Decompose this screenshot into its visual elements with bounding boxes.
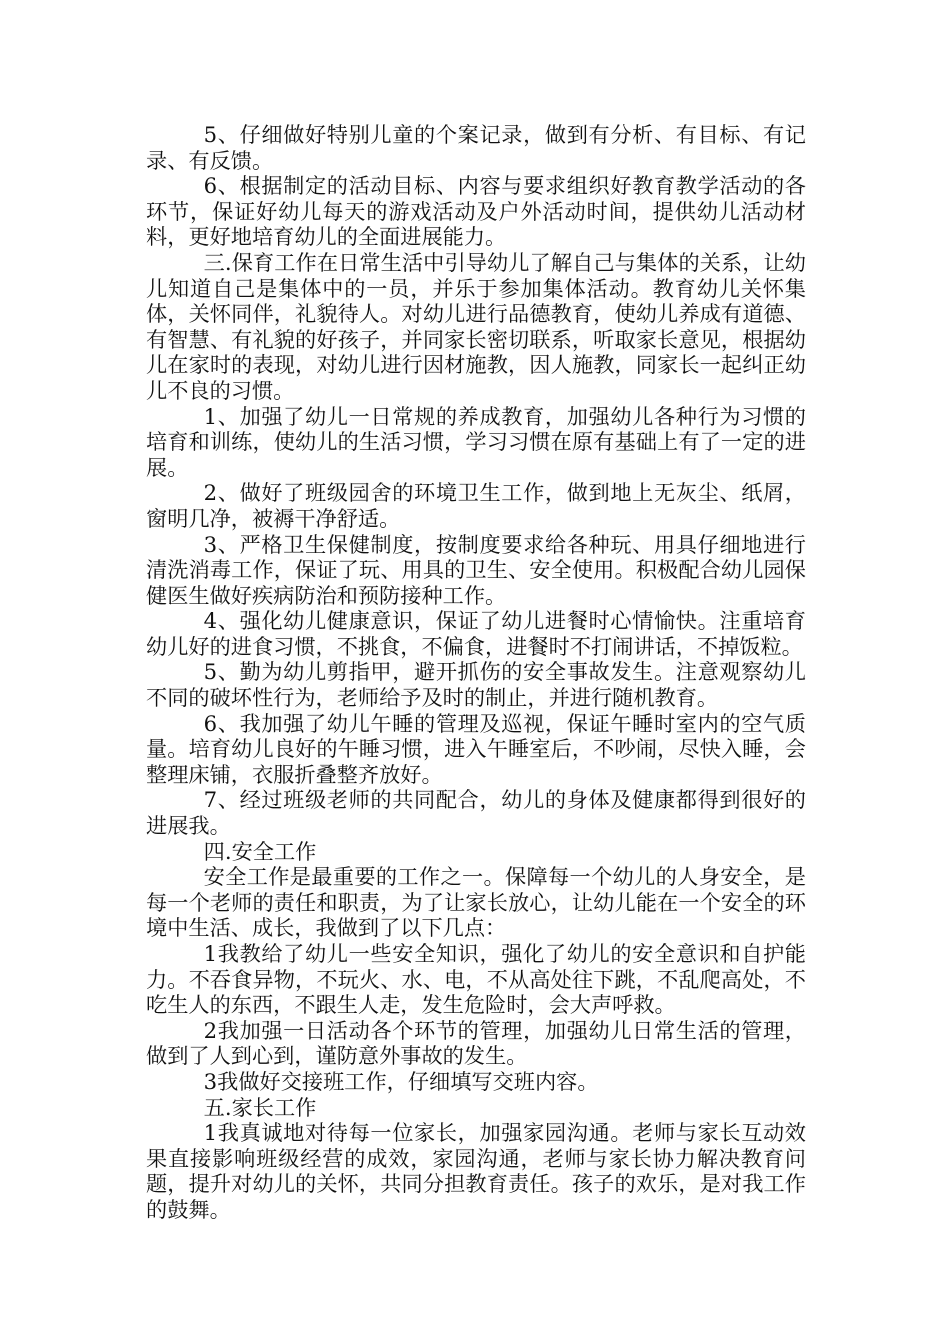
paragraph-hygiene: 2、做好了班级园舍的环境卫生工作，做到地上无灰尘、纸屑，窗明几净，被褥干净舒适。 [146, 480, 806, 531]
paragraph-individual-records: 5、仔细做好特别儿童的个案记录，做到有分析、有目标、有记录、有反馈。 [146, 122, 806, 173]
paragraph-daily-management: 2我加强一日活动各个环节的管理，加强幼儿日常生活的管理，做到了人到心到，谨防意外事故的发生。 [146, 1017, 806, 1069]
paragraph-cooperation: 7、经过班级老师的共同配合，幼儿的身体及健康都得到很好的进展我。 [146, 787, 806, 839]
paragraph-routine-habits: 1、加强了幼儿一日常规的养成教育，加强幼儿各种行为习惯的培育和训练，使幼儿的生活习惯，学习习惯在原有基础上有了一定的进展。 [146, 403, 806, 480]
paragraph-safety-knowledge: 1我教给了幼儿一些安全知识，强化了幼儿的安全意识和自护能力。不吞食异物，不玩火、水、电，不从高处往下跳，不乱爬高处，不吃生人的东西，不跟生人走，发生危险时，会大声呼救。 [146, 941, 806, 1018]
paragraph-health-system: 3、严格卫生保健制度，按制度要求给各种玩、用具仔细地进行清洗消毒工作，保证了玩、用具的卫生、安全使用。积极配合幼儿园保健医生做好疾病防治和预防接种工作。 [146, 531, 806, 608]
paragraph-nap-management: 6、我加强了幼儿午睡的管理及巡视，保证午睡时室内的空气质量。培育幼儿良好的午睡习惯，进入午睡室后，不吵闹，尽快入睡，会整理床铺，衣服折叠整齐放好。 [146, 710, 806, 787]
paragraph-care-work: 三.保育工作在日常生活中引导幼儿了解自己与集体的关系，让幼儿知道自己是集体中的一员，并乐于参加集体活动。教育幼儿关怀集体，关怀同伴，礼貌待人。对幼儿进行品德教育，使幼儿养成有道德、有智慧、有礼貌的好孩子，并同家长密切联系，听取家长意见，根据幼儿在家时的表现，对幼儿进行因材施教，因人施教，同家长一起纠正幼儿不良的习惯。 [146, 249, 806, 403]
section-heading-safety: 四.安全工作 [203, 838, 317, 864]
paragraph-shift-handover: 3我做好交接班工作，仔细填写交班内容。 [203, 1068, 599, 1094]
paragraph-nail-trimming: 5、勤为幼儿剪指甲，避开抓伤的安全事故发生。注意观察幼儿不同的破坏性行为，老师给予及时的制止，并进行随机教育。 [146, 659, 806, 711]
paragraph-parent-communication: 1我真诚地对待每一位家长，加强家园沟通。老师与家长互动效果直接影响班级经营的成效，家园沟通，老师与家长协力解决教育问题，提升对幼儿的关怀，共同分担教育责任。孩子的欢乐，是对我工作的鼓舞。 [146, 1120, 806, 1222]
paragraph-eating-habits: 4、强化幼儿健康意识，保证了幼儿进餐时心情愉快。注重培育幼儿好的进食习惯，不挑食，不偏食，进餐时不打闹讲话，不掉饭粒。 [146, 608, 806, 659]
paragraph-teaching-activities: 6、根据制定的活动目标、内容与要求组织好教育教学活动的各环节，保证好幼儿每天的游戏活动及户外活动时间，提供幼儿活动材料，更好地培育幼儿的全面进展能力。 [146, 173, 806, 250]
document-body [146, 122, 806, 1223]
paragraph-safety-intro: 安全工作是最重要的工作之一。保障每一个幼儿的人身安全，是每一个老师的责任和职责，为了让家长放心，让幼儿能在一个安全的环境中生活、成长，我做到了以下几点： [146, 864, 806, 941]
section-heading-parents: 五.家长工作 [203, 1094, 317, 1120]
